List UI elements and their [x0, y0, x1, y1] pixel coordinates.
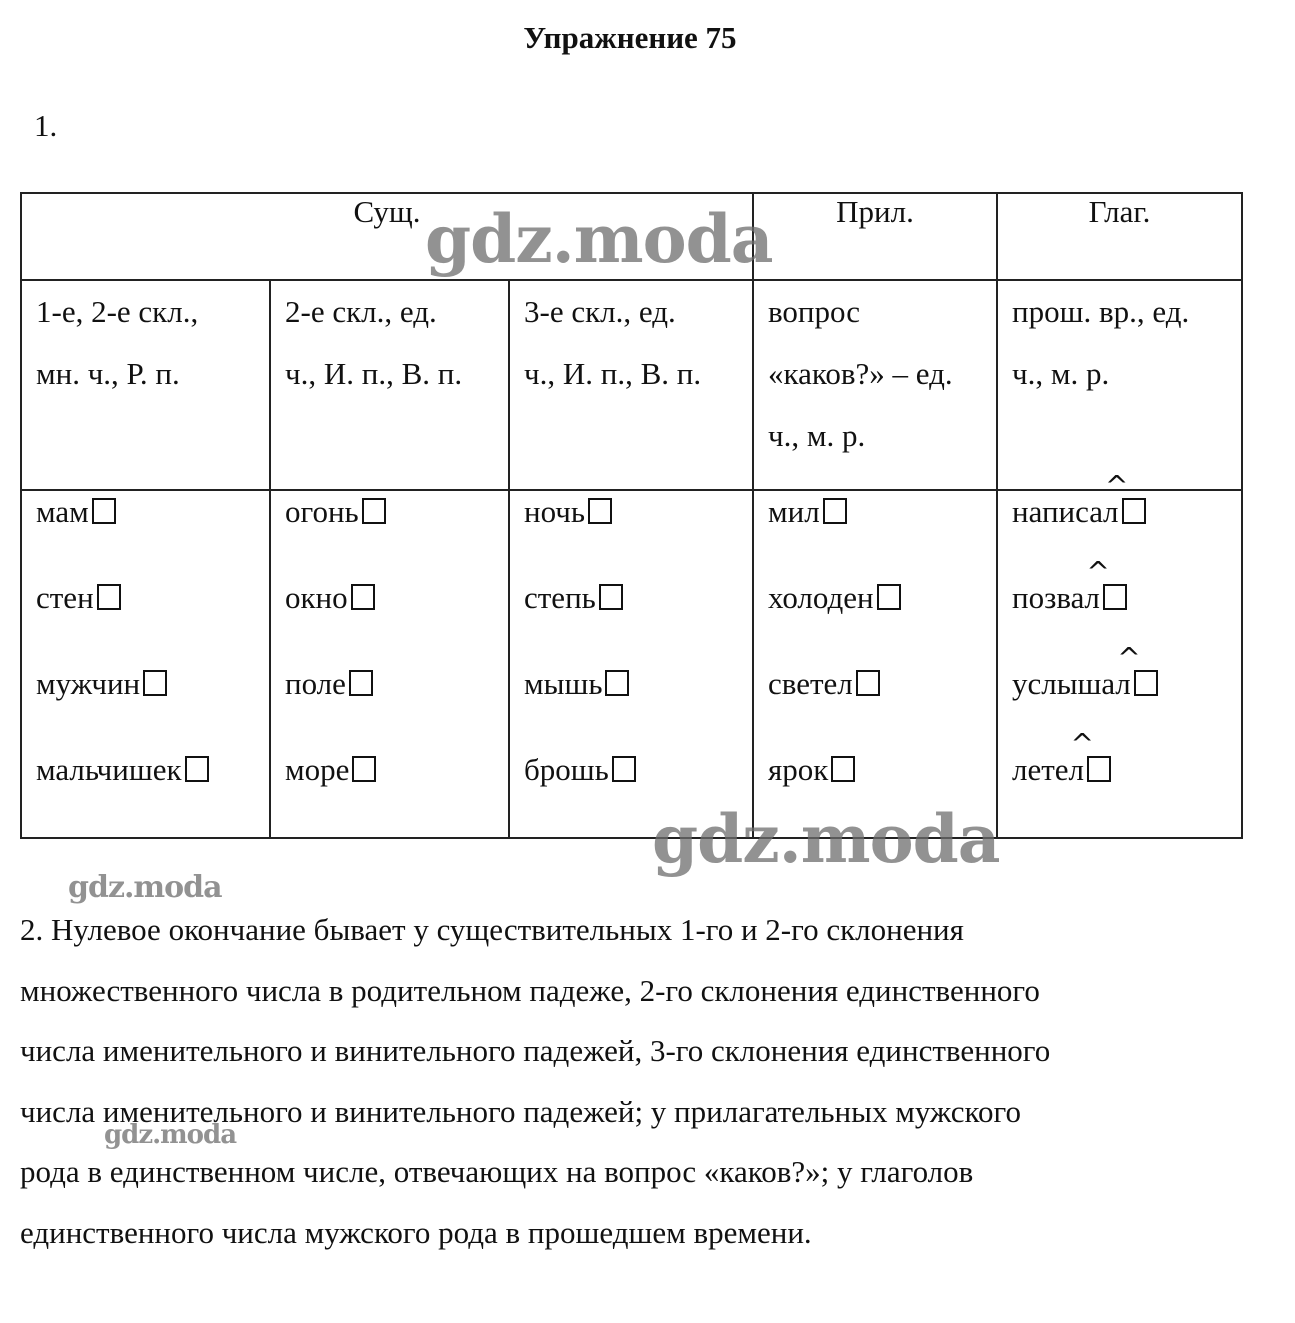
subheader-cell: 2-е скл., ед. ч., И. п., В. п. — [270, 280, 509, 490]
word-item: позва^ л — [1012, 577, 1227, 663]
table-header-row — [21, 193, 1242, 280]
watermark: gdz.moda — [104, 1120, 237, 1150]
zero-ending-box — [605, 670, 629, 696]
word-item: написа^ л — [1012, 491, 1227, 577]
word-item: мам — [36, 491, 255, 577]
word-item: лете^ л — [1012, 749, 1227, 835]
word-item: стен — [36, 577, 255, 663]
suffix-mark: ^ л — [1084, 577, 1099, 619]
table-subheader-row — [21, 280, 1242, 490]
word-column — [997, 490, 1242, 838]
word-item: окно — [285, 577, 494, 663]
word-item: мышь — [524, 663, 738, 749]
paragraph-line: рода в единственном числе, отвечающих на вопрос «каков?»; у глаголов — [20, 1154, 974, 1189]
zero-ending-box — [143, 670, 167, 696]
suffix-mark: ^ л — [1103, 491, 1118, 533]
part-1-number: 1. — [34, 108, 58, 143]
word-column — [509, 490, 753, 838]
zero-ending-box — [877, 584, 901, 610]
zero-ending-box — [351, 584, 375, 610]
watermark: gdz.moda — [652, 800, 1000, 878]
watermark: gdz.moda — [68, 870, 222, 905]
zero-ending-box — [856, 670, 880, 696]
zero-ending-box — [823, 498, 847, 524]
table-words-row — [21, 490, 1242, 838]
paragraph-line: множественного числа в родительном падеже, 2-го склонения единственного — [20, 972, 1040, 1008]
part-2-paragraph — [20, 900, 1260, 1263]
exercise-title: Упражнение 75 — [523, 20, 737, 55]
zero-ending-box — [349, 670, 373, 696]
word-item: мальчишек — [36, 749, 255, 835]
zero-ending-box — [599, 584, 623, 610]
zero-ending-box — [588, 498, 612, 524]
zero-ending-box — [92, 498, 116, 524]
word-item: брошь — [524, 749, 738, 835]
word-item: ночь — [524, 491, 738, 577]
header-verb: Глаг. — [997, 193, 1242, 280]
word-item: огонь — [285, 491, 494, 577]
zero-ending-box — [362, 498, 386, 524]
suffix-mark: ^ л — [1069, 749, 1084, 791]
zero-ending-box — [352, 756, 376, 782]
word-item: поле — [285, 663, 494, 749]
paragraph-line: 2. Нулевое окончание бывает у существительных 1-го и 2-го склонения — [20, 912, 964, 947]
word-item: море — [285, 749, 494, 835]
word-column — [753, 490, 997, 838]
word-column — [270, 490, 509, 838]
paragraph-line: единственного числа мужского рода в прошедшем времени. — [20, 1214, 812, 1250]
subheader-cell: 3-е скл., ед. ч., И. п., В. п. — [509, 280, 753, 490]
watermark: gdz.moda — [425, 200, 773, 278]
subheader-cell: прош. вр., ед. ч., м. р. — [997, 280, 1242, 490]
header-adjective: Прил. — [753, 193, 997, 280]
zero-ending-box — [185, 756, 209, 782]
paragraph-line: числа именительного и винительного падежей; у прилагательных мужского — [20, 1093, 1021, 1129]
zero-ending-box — [612, 756, 636, 782]
word-item: холоден — [768, 577, 982, 663]
word-item: светел — [768, 663, 982, 749]
endings-table — [20, 192, 1243, 839]
header-noun: Сущ. — [21, 193, 753, 280]
word-item: мил — [768, 491, 982, 577]
word-item: мужчин — [36, 663, 255, 749]
word-item: степь — [524, 577, 738, 663]
word-item: ярок — [768, 749, 982, 835]
suffix-mark: ^ л — [1115, 663, 1130, 705]
zero-ending-box — [97, 584, 121, 610]
subheader-cell: вопрос «каков?» – ед. ч., м. р. — [753, 280, 997, 490]
zero-ending-box — [831, 756, 855, 782]
word-column — [21, 490, 270, 838]
paragraph-line: числа именительного и винительного падежей, 3-го склонения единственного — [20, 1033, 1051, 1068]
word-item: услыша^ л — [1012, 663, 1227, 749]
subheader-cell: 1-е, 2-е скл., мн. ч., Р. п. — [21, 280, 270, 490]
